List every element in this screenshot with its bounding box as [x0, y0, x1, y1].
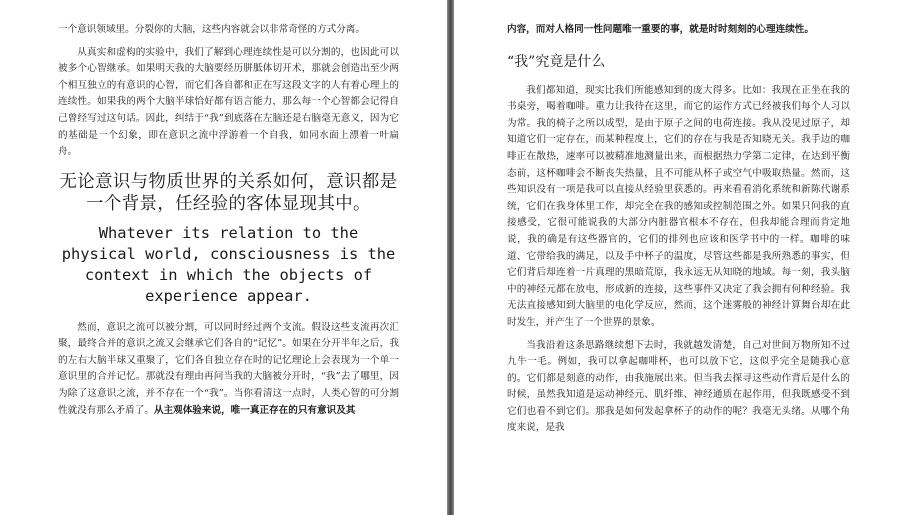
left-paragraph-3-bold: 从主观体验来说，唯一真正存在的只有意识及其 [153, 404, 356, 416]
pull-quote-chinese: 无论意识与物质世界的关系如何，意识都是一个背景，任经验的客体显现其中。 [59, 171, 398, 214]
left-paragraph-2: 从真实和虚构的实验中，我们了解到心理连续性是可以分割的，也因此可以被多个心智继承。如果明天我的大脑要经历胼胝体切开术，那就会创造出至少两个相互独立的有意识的心智，而它们各自都和正在写这段文字的人有着心理上的连续性。如果我的两个大脑半球恰好都有语言能力，那么每一个心智都会记得自己曾经写过这句话。因此，纠结于“我”到底落在左脑还是右脑毫无意义，因为它的基础是一个幻象，即在意识之流中浮游着一个自我，如同水面上漂着一叶扁舟。 [58, 46, 399, 158]
pull-quote-english: Whatever its relation to the physical world, consciousness is the context in which the objects of experience appear. [61, 223, 396, 306]
book-gutter [447, 0, 454, 515]
section-heading: “我”究竟是什么 [507, 53, 606, 70]
right-paragraph-1-bold: 内容，而对人格同一性问题唯一重要的事，就是时时刻刻的心理连续性。 [507, 24, 814, 35]
left-paragraph-1: 一个意识领域里。分裂你的大脑，这些内容就会以非常奇怪的方式分离。 [58, 24, 365, 35]
right-paragraph-2: 我们都知道，现实比我们所能感知到的庞大得多。比如：我现在正坐在我的书桌旁，喝着咖啡。重力让我待在这里，而它的运作方式已经被我们每个人习以为常。我的椅子之所以成型，是由于原子之间的电荷连接。我从没见过原子，却知道它们一定存在，而某种程度上，它们的存在与我是否知晓无关。我手边的咖啡正在散热，速率可以被精准地测量出来，而根据热力学第二定律，在达到平衡态前，这杯咖啡会不断丧失热量，且不可能从杯子或空气中吸取热量。然而，这些知识没有一项是我可以直接从经验里获悉的。再来看看消化系统和新陈代谢系统，它们在我身体里工作，却完全在我的感知或控制范围之外。如果只问我的直接感受，它很可能说我的大部分内脏器官根本不存在，但我却能合理而肯定地说，我的确是有这些器官的，它们的排列也应该和医学书中的一样。咖啡的味道、它带给我的满足，以及手中杯子的温度，尽管这些都是我所熟悉的事实，但它们背后却连着一片真理的黑暗荒原，我永远无从知晓的地域。每一刻，我头脑中的神经元都在放电，形成新的连接，这些事件又决定了我会拥有何种经验。我无法直接感知到大脑里的电化学反应，然而，这个迷雾般的神经计算舞台却在此时发生，并产生了一个世界的景象。 [507, 84, 850, 328]
right-page [454, 0, 900, 515]
left-paragraph-3-text: 然而，意识之流可以被分割，可以同时经过两个支流。假设这些支流再次汇聚，最终合并的意识之流又会继承它们各自的“记忆”。如果在分开半年之后，我的左右大脑半球又重聚了，它们各自独立存在时的记忆理论上会表现为一个单一意识里的合并记忆。那就没有理由再问当我的大脑被分开时，“我”去了哪里，因为除了这意识之流，并不存在一个“我”。当你看清这一点时，人类心智的可分割性就没有那么矛盾了。 [58, 321, 399, 416]
left-paragraph-3 [58, 320, 399, 420]
left-page [0, 0, 447, 515]
right-paragraph-1 [507, 22, 850, 39]
pull-quote [58, 171, 399, 308]
right-paragraph-3: 当我沿着这条思路继续想下去时，我就越发清楚，自己对世间万物所知不过九牛一毛。例如，我可以拿起咖啡杯，也可以放下它，这似乎完全是随我心意的。它们都是刻意的动作，由我施展出来。但当我去探寻这些动作背后是什么的时候，虽然我知道是运动神经元、肌纤维、神经通质在起作用，但我既感受不到它们也看不到它们。那我是如何发起拿杯子的动作的呢？我毫无头绪。从哪个角度来说，是我 [507, 339, 850, 434]
